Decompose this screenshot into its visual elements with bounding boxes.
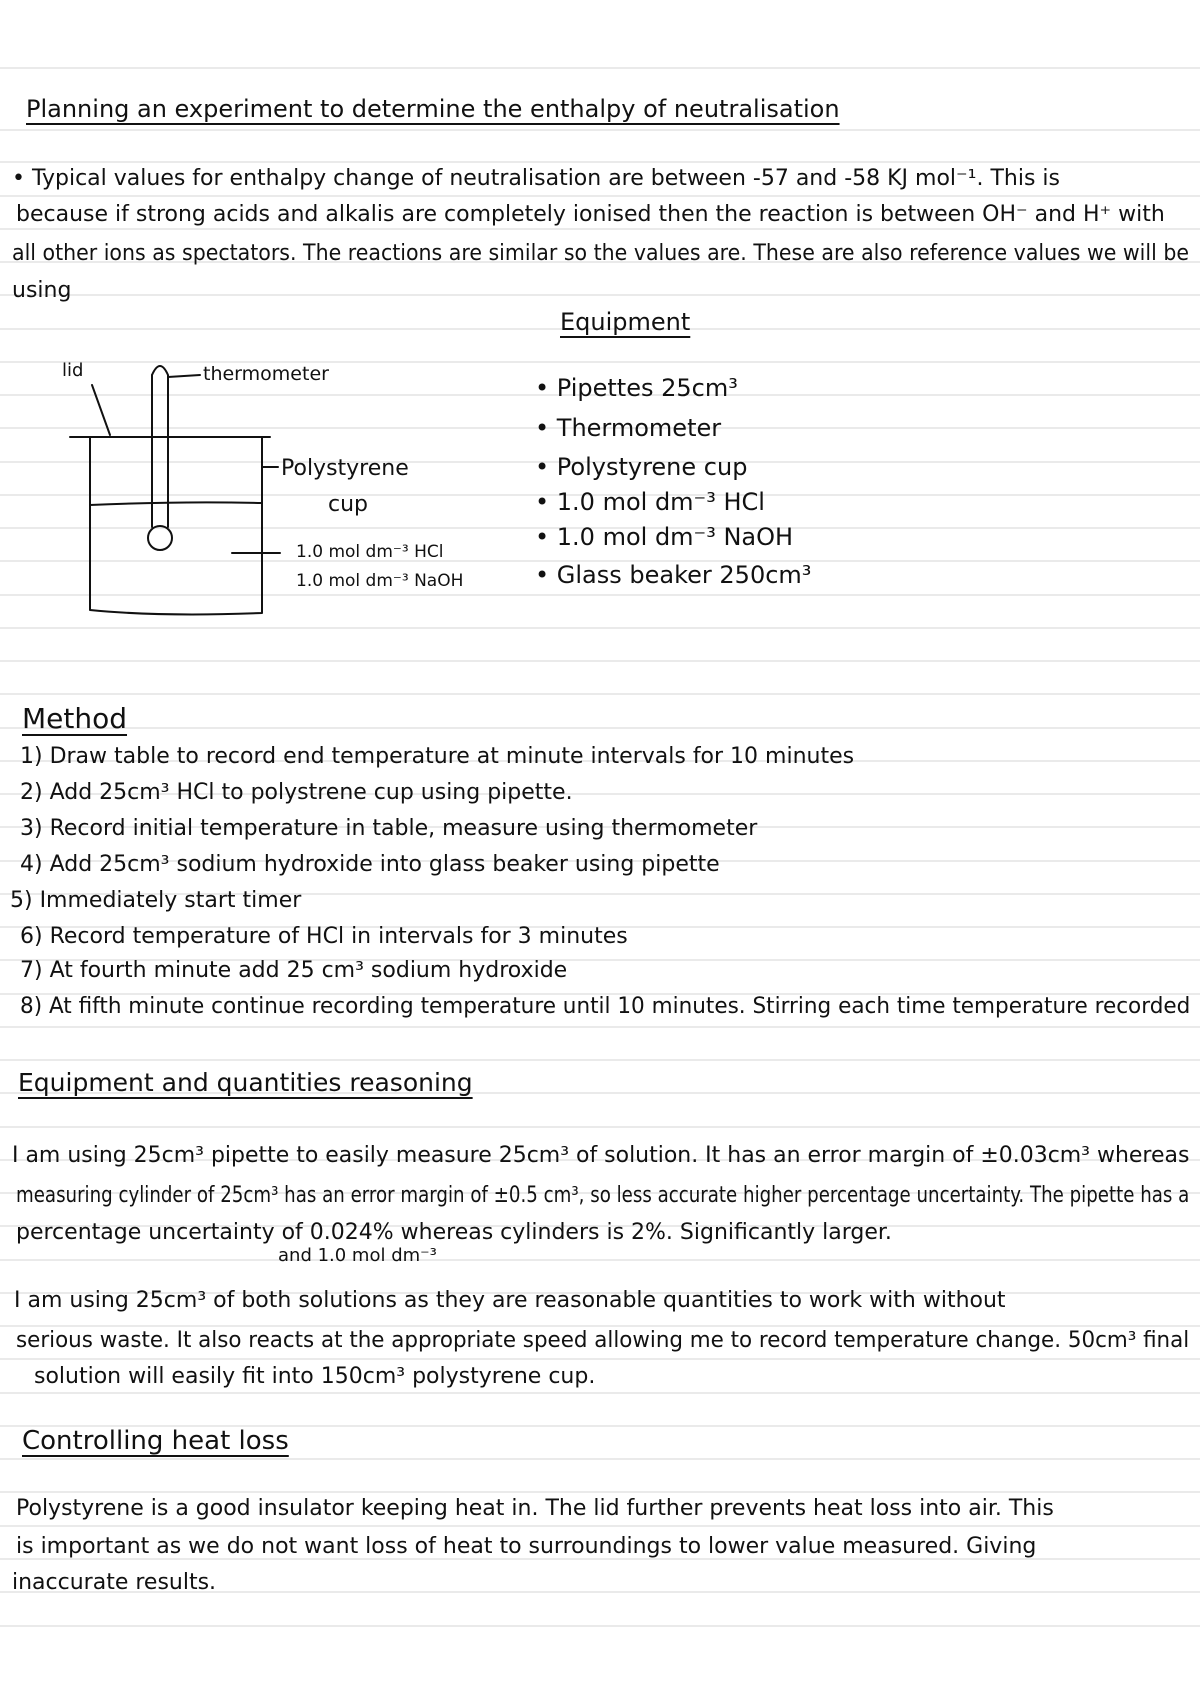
label-lid: lid	[62, 360, 84, 381]
quantities-para1-line: I am using 25cm³ pipette to easily measure 25cm³ of solution. It has an error margin of ±0.03cm³ whereas	[12, 1143, 1190, 1168]
intro-line-3: all other ions as spectators. The reactions are similar so the values are. These are also reference values we will be	[12, 241, 1189, 266]
intro-line-4: using	[12, 278, 72, 303]
equipment-item: • Thermometer	[535, 414, 722, 442]
intro-line-2: because if strong acids and alkalis are completely ionised then the reaction is between OH⁻ and H⁺ with	[16, 202, 1165, 227]
intro-line-1: • Typical values for enthalpy change of neutralisation are between -57 and -58 KJ mol⁻¹. This is	[12, 166, 1060, 191]
label-thermometer: thermometer	[203, 363, 329, 385]
method-step: 3) Record initial temperature in table, measure using thermometer	[20, 816, 758, 841]
label-naoh: 1.0 mol dm⁻³ NaOH	[296, 571, 464, 591]
quantities-insert: and 1.0 mol dm⁻³	[278, 1245, 437, 1266]
method-step: 2) Add 25cm³ HCl to polystrene cup using pipette.	[20, 780, 573, 805]
equipment-item: • Polystyrene cup	[535, 453, 748, 481]
quantities-para2-line: solution will easily fit into 150cm³ polystyrene cup.	[34, 1364, 596, 1389]
label-polystyrene: Polystyrene	[281, 456, 409, 481]
label-cup: cup	[328, 492, 369, 517]
quantities-para2-line: serious waste. It also reacts at the appropriate speed allowing me to record temperature change. 50cm³ final	[16, 1328, 1190, 1353]
method-step: 8) At fifth minute continue recording temperature until 10 minutes. Stirring each time temperature recorded	[20, 994, 1191, 1019]
method-step: 6) Record temperature of HCl in intervals for 3 minutes	[20, 924, 628, 949]
quantities-para1-line: percentage uncertainty of 0.024% whereas cylinders is 2%. Significantly larger.	[16, 1220, 892, 1245]
heat-loss-line: inaccurate results.	[12, 1570, 217, 1595]
quantities-heading: Equipment and quantities reasoning	[18, 1068, 473, 1097]
heat-loss-heading: Controlling heat loss	[22, 1426, 289, 1456]
equipment-heading: Equipment	[560, 308, 691, 336]
method-step: 4) Add 25cm³ sodium hydroxide into glass beaker using pipette	[20, 852, 720, 877]
heat-loss-line: is important as we do not want loss of heat to surroundings to lower value measured. Giving	[16, 1534, 1037, 1559]
method-step: 7) At fourth minute add 25 cm³ sodium hydroxide	[20, 958, 568, 983]
method-step: 5) Immediately start timer	[10, 888, 302, 913]
equipment-item: • 1.0 mol dm⁻³ NaOH	[535, 523, 794, 551]
equipment-item: • Glass beaker 250cm³	[535, 561, 812, 589]
method-step: 1) Draw table to record end temperature at minute intervals for 10 minutes	[20, 744, 855, 769]
quantities-para2-line: I am using 25cm³ of both solutions as they are reasonable quantities to work with without	[14, 1288, 1006, 1313]
equipment-item: • Pipettes 25cm³	[535, 374, 738, 402]
method-heading: Method	[22, 702, 128, 735]
calorimeter-diagram	[40, 355, 300, 625]
label-hcl: 1.0 mol dm⁻³ HCl	[296, 542, 444, 562]
quantities-para1-line: measuring cylinder of 25cm³ has an error margin of ±0.5 cm³, so less accurate higher percentage uncertainty. The pipette has a	[16, 1183, 1190, 1208]
page-title: Planning an experiment to determine the enthalpy of neutralisation	[26, 95, 840, 123]
heat-loss-line: Polystyrene is a good insulator keeping heat in. The lid further prevents heat loss into air. This	[16, 1496, 1054, 1521]
equipment-item: • 1.0 mol dm⁻³ HCl	[535, 488, 765, 516]
